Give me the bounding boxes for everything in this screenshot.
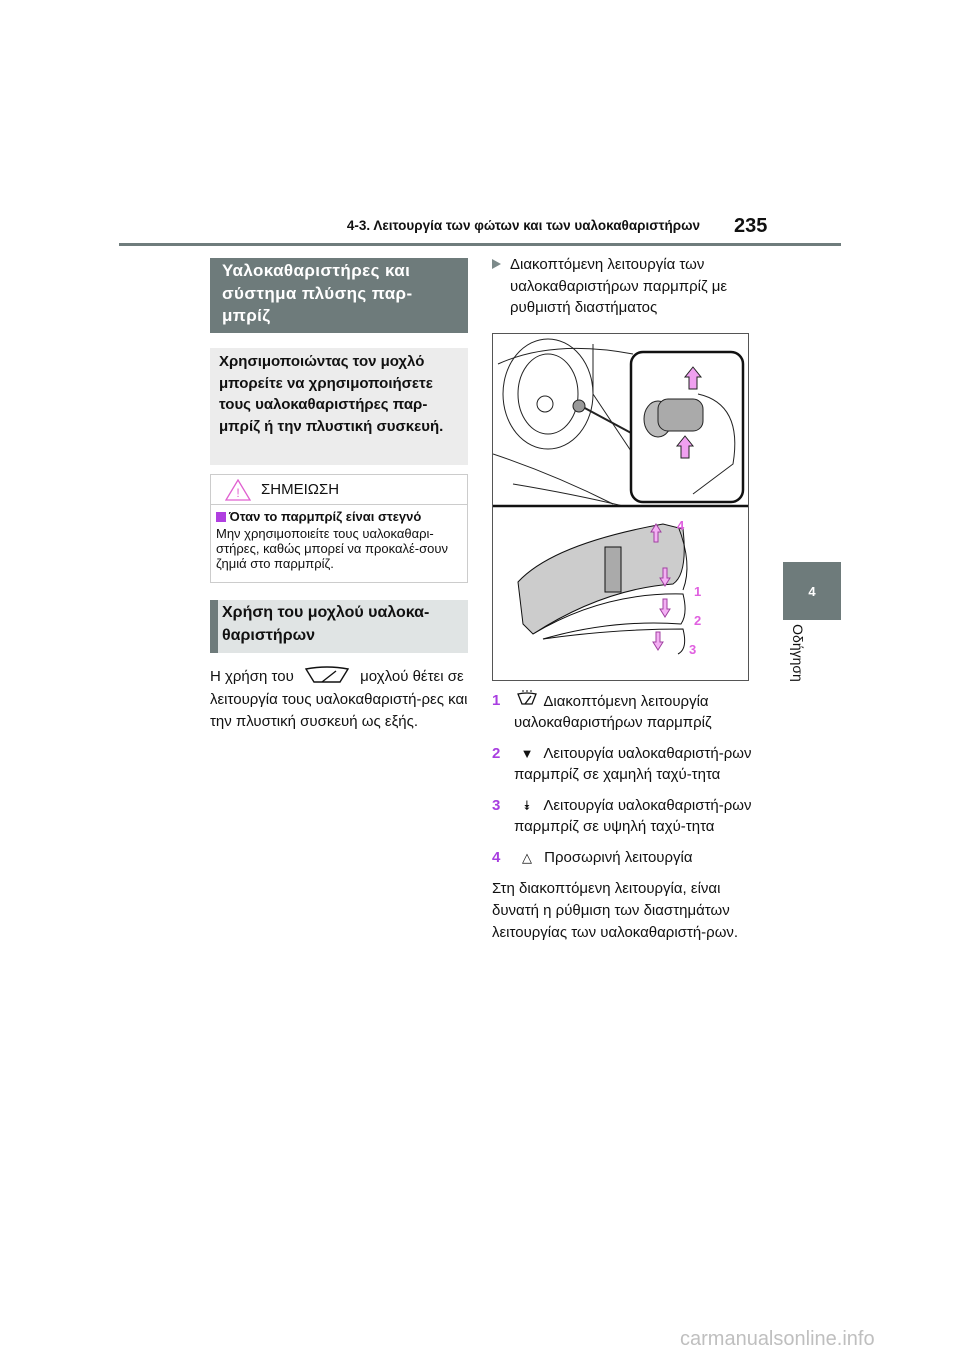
item-number: 3 bbox=[492, 797, 501, 814]
para-text-end: μοχλού θέτει σε λειτουργία τους υαλοκαθαριστή-ρες και την πλυστική συσκευή ως εξής. bbox=[210, 668, 468, 731]
page-number: 235 bbox=[734, 215, 768, 237]
bullet-item bbox=[492, 254, 752, 319]
function-list bbox=[492, 690, 752, 944]
note-header bbox=[211, 475, 467, 505]
triangle-bullet-icon bbox=[492, 259, 501, 269]
section-title: Υαλοκαθαριστήρες και σύστημα πλύσης παρ-μπρίζ bbox=[210, 258, 468, 333]
header-rule bbox=[119, 243, 841, 246]
para-text-start: Η χρήση του bbox=[210, 668, 294, 685]
chapter-label: Οδήγηση bbox=[790, 624, 806, 682]
low-speed-icon: ▼ bbox=[520, 746, 534, 761]
wiper-lever-figure bbox=[492, 333, 749, 681]
list-item bbox=[492, 743, 752, 785]
item-number: 4 bbox=[492, 849, 501, 866]
watermark: carmanualsonline.info bbox=[680, 1328, 875, 1350]
wiper-intermittent-icon bbox=[514, 690, 540, 712]
intro-box: Χρησιμοποιώντας τον μοχλό μπορείτε να χρησιμοποιήσετε τους υαλοκαθαριστήρες παρ-μπρίζ ή την πλυστική συσκευή. bbox=[210, 348, 468, 465]
mist-icon: △ bbox=[522, 850, 532, 865]
chapter-tab: 4 bbox=[783, 562, 841, 620]
item-text: Διακοπτόμενη λειτουργία υαλοκαθαριστήρων παρμπρίζ bbox=[514, 693, 712, 731]
note-subheading-row bbox=[211, 505, 467, 524]
subsection-title: Χρήση του μοχλού υαλοκα-θαριστήρων bbox=[210, 600, 468, 653]
note-heading: ΣΗΜΕΙΩΣΗ bbox=[261, 481, 340, 498]
item-text: Λειτουργία υαλοκαθαριστή-ρων παρμπρίζ σε χαμηλή ταχύ-τητα bbox=[514, 745, 752, 783]
item-text: Λειτουργία υαλοκαθαριστή-ρων παρμπρίζ σε υψηλή ταχύ-τητα bbox=[514, 797, 752, 835]
high-speed-icon: ⯯ bbox=[523, 798, 531, 813]
figure-label-1: 1 bbox=[694, 584, 702, 599]
list-item bbox=[492, 847, 752, 868]
list-item bbox=[492, 795, 752, 837]
list-item bbox=[492, 690, 752, 733]
svg-text:!: ! bbox=[236, 485, 240, 500]
figure-illustration bbox=[493, 334, 748, 680]
figure-label-3: 3 bbox=[689, 642, 697, 657]
bullet-text: Διακοπτόμενη λειτουργία των υαλοκαθαριστήρων παρμπρίζ με ρυθμιστή διαστήματος bbox=[510, 256, 728, 317]
body-paragraph bbox=[210, 666, 472, 734]
closing-paragraph: Στη διακοπτόμενη λειτουργία, είναι δυνατή η ρύθμιση των διαστημάτων λειτουργίας των υαλοκαθαριστή-ρων. bbox=[492, 880, 739, 941]
item-number: 1 bbox=[492, 692, 501, 709]
note-body: Μην χρησιμοποιείτε τους υαλοκαθαρι-στήρες, καθώς μπορεί να προκαλέ-σουν ζημιά στο παρμπρίζ. bbox=[216, 526, 448, 571]
note-box bbox=[210, 474, 468, 583]
figure-label-4: 4 bbox=[677, 518, 685, 533]
item-text: Προσωρινή λειτουργία bbox=[544, 849, 693, 866]
figure-label-2: 2 bbox=[694, 613, 702, 628]
item-number: 2 bbox=[492, 745, 501, 762]
note-subheading: Όταν το παρμπρίζ είναι στεγνό bbox=[229, 509, 422, 524]
running-header: 4-3. Λειτουργία των φώτων και των υαλοκαθαριστήρων bbox=[346, 218, 700, 233]
warning-icon bbox=[225, 479, 251, 501]
wiper-icon bbox=[302, 666, 352, 684]
square-bullet-icon bbox=[216, 512, 226, 522]
